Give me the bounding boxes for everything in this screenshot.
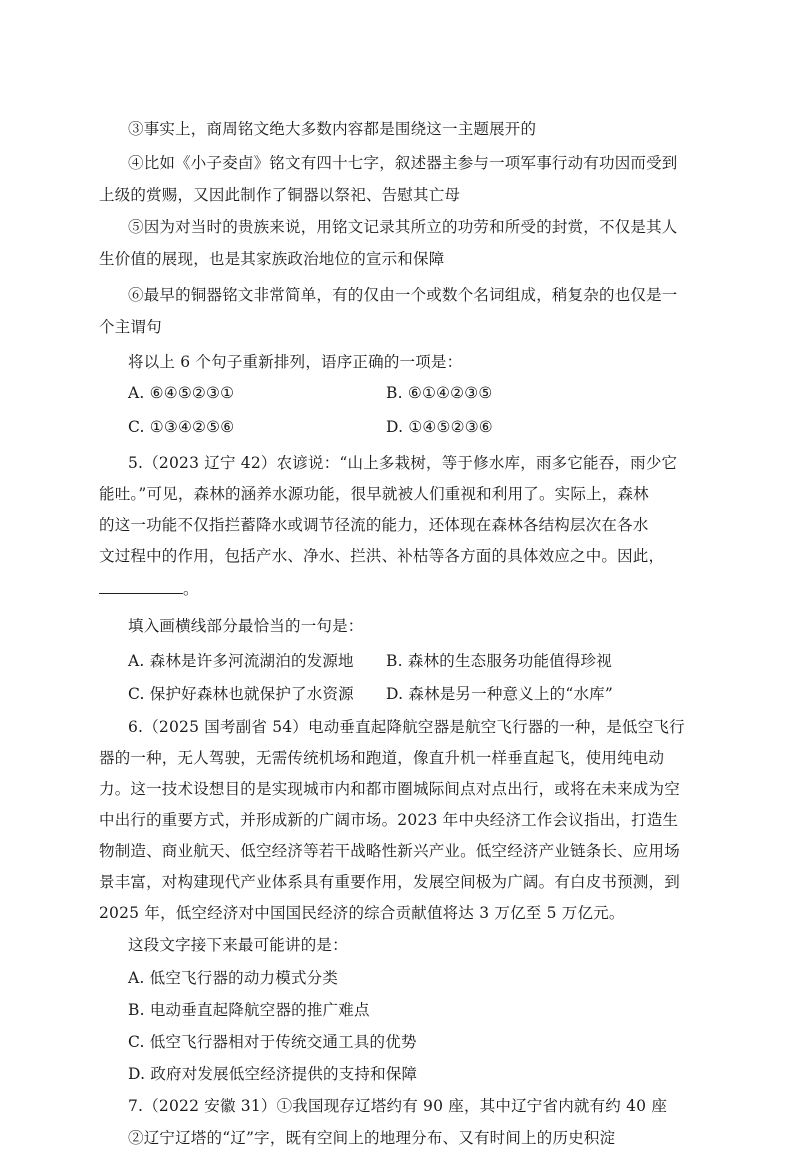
question-5-option-c: C. 保护好森林也就保护了水资源 <box>128 685 354 703</box>
question-6-line-7: 2025 年，低空经济对中国国民经济的综合贡献值将达 3 万亿至 5 万亿元。 <box>99 904 625 922</box>
question-6-line-1: 6.（2025 国考副省 54）电动垂直起降航空器是航空飞行器的一种，是低空飞行 <box>128 718 685 736</box>
sentence-5-line-1: ⑤因为对当时的贵族来说，用铭文记录其所立的功劳和所受的封赏，不仅是其人 <box>128 218 678 236</box>
question-5-line-3: 的这一功能不仅指拦蓄降水或调节径流的能力，还体现在森林各结构层次在各水 <box>99 516 649 534</box>
question-6-line-6: 景丰富，对构建现代产业体系具有重要作用，发展空间极为广阔。有白皮书预测，到 <box>99 873 680 891</box>
question-4-prompt: 将以上 6 个句子重新排列，语序正确的一项是： <box>128 353 463 371</box>
question-6-prompt: 这段文字接下来最可能讲的是： <box>128 936 348 954</box>
question-7-line-1: 7.（2022 安徽 31）①我国现存辽塔约有 90 座，其中辽宁省内就有约 40 座 <box>128 1097 668 1115</box>
question-6-line-3: 力。这一技术设想目的是实现城市内和都市圈城际间点对点出行，或将在未来成为空 <box>99 780 680 798</box>
question-5-option-b: B. 森林的生态服务功能值得珍视 <box>386 652 612 670</box>
sentence-4-line-2: 上级的赏赐，又因此制作了铜器以祭祀、告慰其亡母 <box>99 186 461 204</box>
question-6-line-4: 中出行的重要方式，并形成新的广阔市场。2023 年中央经济工作会议指出，打造生 <box>99 811 679 829</box>
question-6-option-c: C. 低空飞行器相对于传统交通工具的优势 <box>128 1033 417 1051</box>
question-6-option-d: D. 政府对发展低空经济提供的支持和保障 <box>128 1065 418 1083</box>
question-6-option-a: A. 低空飞行器的动力模式分类 <box>128 969 339 987</box>
question-5-line-4: 文过程中的作用，包括产水、净水、拦洪、补枯等各方面的具体效应之中。因此， <box>99 547 665 565</box>
question-5-option-a: A. 森林是许多河流湖泊的发源地 <box>128 652 354 670</box>
sentence-6-line-2: 个主谓句 <box>99 318 162 336</box>
blank-period: 。 <box>183 580 199 598</box>
sentence-5-line-2: 生价值的展现，也是其家族政治地位的宣示和保障 <box>99 250 445 268</box>
sentence-6-line-1: ⑥最早的铜器铭文非常简单，有的仅由一个或数个名词组成，稍复杂的也仅是一 <box>128 286 678 304</box>
question-5-prompt: 填入画横线部分最恰当的一句是： <box>128 617 364 635</box>
sentence-4-line-1: ④比如《小子夌卣》铭文有四十七字，叙述器主参与一项军事行动有功因而受到 <box>128 154 678 172</box>
question-5-option-d: D. 森林是另一种意义上的“水库” <box>386 685 613 703</box>
question-5-line-1: 5.（2023 辽宁 42）农谚说：“山上多栽树，等于修水库，雨多它能吞，雨少它 <box>128 454 678 472</box>
sentence-3: ③事实上，商周铭文绝大多数内容都是围绕这一主题展开的 <box>128 120 537 138</box>
question-7-line-2: ②辽宁辽塔的“辽”字，既有空间上的地理分布、又有时间上的历史积淀 <box>128 1129 616 1147</box>
fill-in-blank <box>99 577 199 599</box>
question-4-option-c: C. ①③④②⑤⑥ <box>128 418 235 436</box>
question-6-line-2: 器的一种，无人驾驶，无需传统机场和跑道，像直升机一样垂直起飞，使用纯电动 <box>99 749 665 767</box>
question-4-option-b: B. ⑥①④②③⑤ <box>386 384 493 402</box>
question-4-option-a: A. ⑥④⑤②③① <box>128 384 235 402</box>
question-6-option-b: B. 电动垂直起降航空器的推广难点 <box>128 1001 370 1019</box>
question-5-line-2: 能吐。”可见，森林的涵养水源功能，很早就被人们重视和利用了。实际上，森林 <box>99 485 649 503</box>
question-6-line-5: 物制造、商业航天、低空经济等若干战略性新兴产业。低空经济产业链条长、应用场 <box>99 842 680 860</box>
question-4-option-d: D. ①④⑤②③⑥ <box>386 418 493 436</box>
blank-underline <box>99 579 183 594</box>
